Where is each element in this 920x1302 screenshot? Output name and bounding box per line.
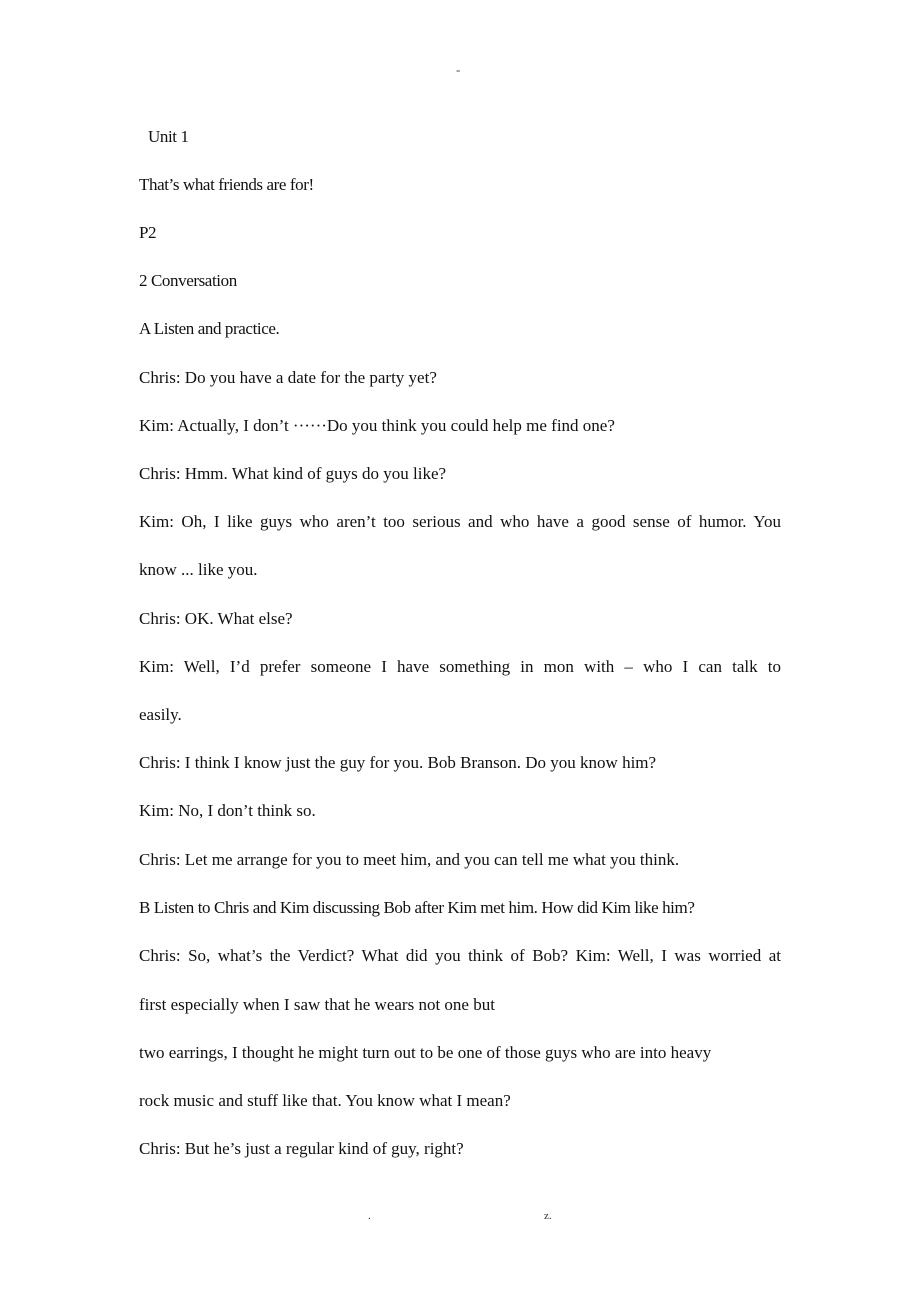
dialogue-line: Kim: Well, I’d prefer someone I have something in mon with – who I can talk to xyxy=(139,657,781,676)
header-mark: - xyxy=(456,62,461,77)
unit-subtitle: That’s what friends are for! xyxy=(139,175,314,194)
dialogue-line: Kim: Actually, I don’t ······Do you think you could help me find one? xyxy=(139,416,615,435)
dialogue-line: rock music and stuff like that. You know what I mean? xyxy=(139,1091,511,1110)
footer-right-mark: z. xyxy=(544,1210,552,1222)
part-b-instruction: B Listen to Chris and Kim discussing Bob after Kim met him. How did Kim like him? xyxy=(139,898,695,917)
dialogue-line: two earrings, I thought he might turn out to be one of those guys who are into heavy xyxy=(139,1043,712,1062)
dialogue-line: know ... like you. xyxy=(139,560,258,579)
dialogue-line: Chris: So, what’s the Verdict? What did you think of Bob? Kim: Well, I was worried at xyxy=(139,946,781,965)
unit-title: Unit 1 xyxy=(148,127,189,146)
dialogue-line: Chris: Hmm. What kind of guys do you like? xyxy=(139,464,447,483)
dialogue-line: Chris: OK. What else? xyxy=(139,609,293,628)
dialogue-line: Kim: No, I don’t think so. xyxy=(139,801,316,820)
dialogue-line: Chris: Let me arrange for you to meet him, and you can tell me what you think. xyxy=(139,850,680,869)
dialogue-line: Chris: I think I know just the guy for you. Bob Branson. Do you know him? xyxy=(139,753,657,772)
page-ref: P2 xyxy=(139,223,157,242)
part-a-instruction: A Listen and practice. xyxy=(139,319,280,338)
section-title: 2 Conversation xyxy=(139,271,237,290)
dialogue-line: first especially when I saw that he wears not one but xyxy=(139,995,495,1014)
dialogue-line: Kim: Oh, I like guys who aren’t too serious and who have a good sense of humor. You xyxy=(139,512,781,531)
dialogue-line: Chris: Do you have a date for the party yet? xyxy=(139,368,437,387)
footer-left-mark: . xyxy=(368,1210,371,1222)
dialogue-line: Chris: But he’s just a regular kind of guy, right? xyxy=(139,1139,464,1158)
dialogue-line: easily. xyxy=(139,705,182,724)
